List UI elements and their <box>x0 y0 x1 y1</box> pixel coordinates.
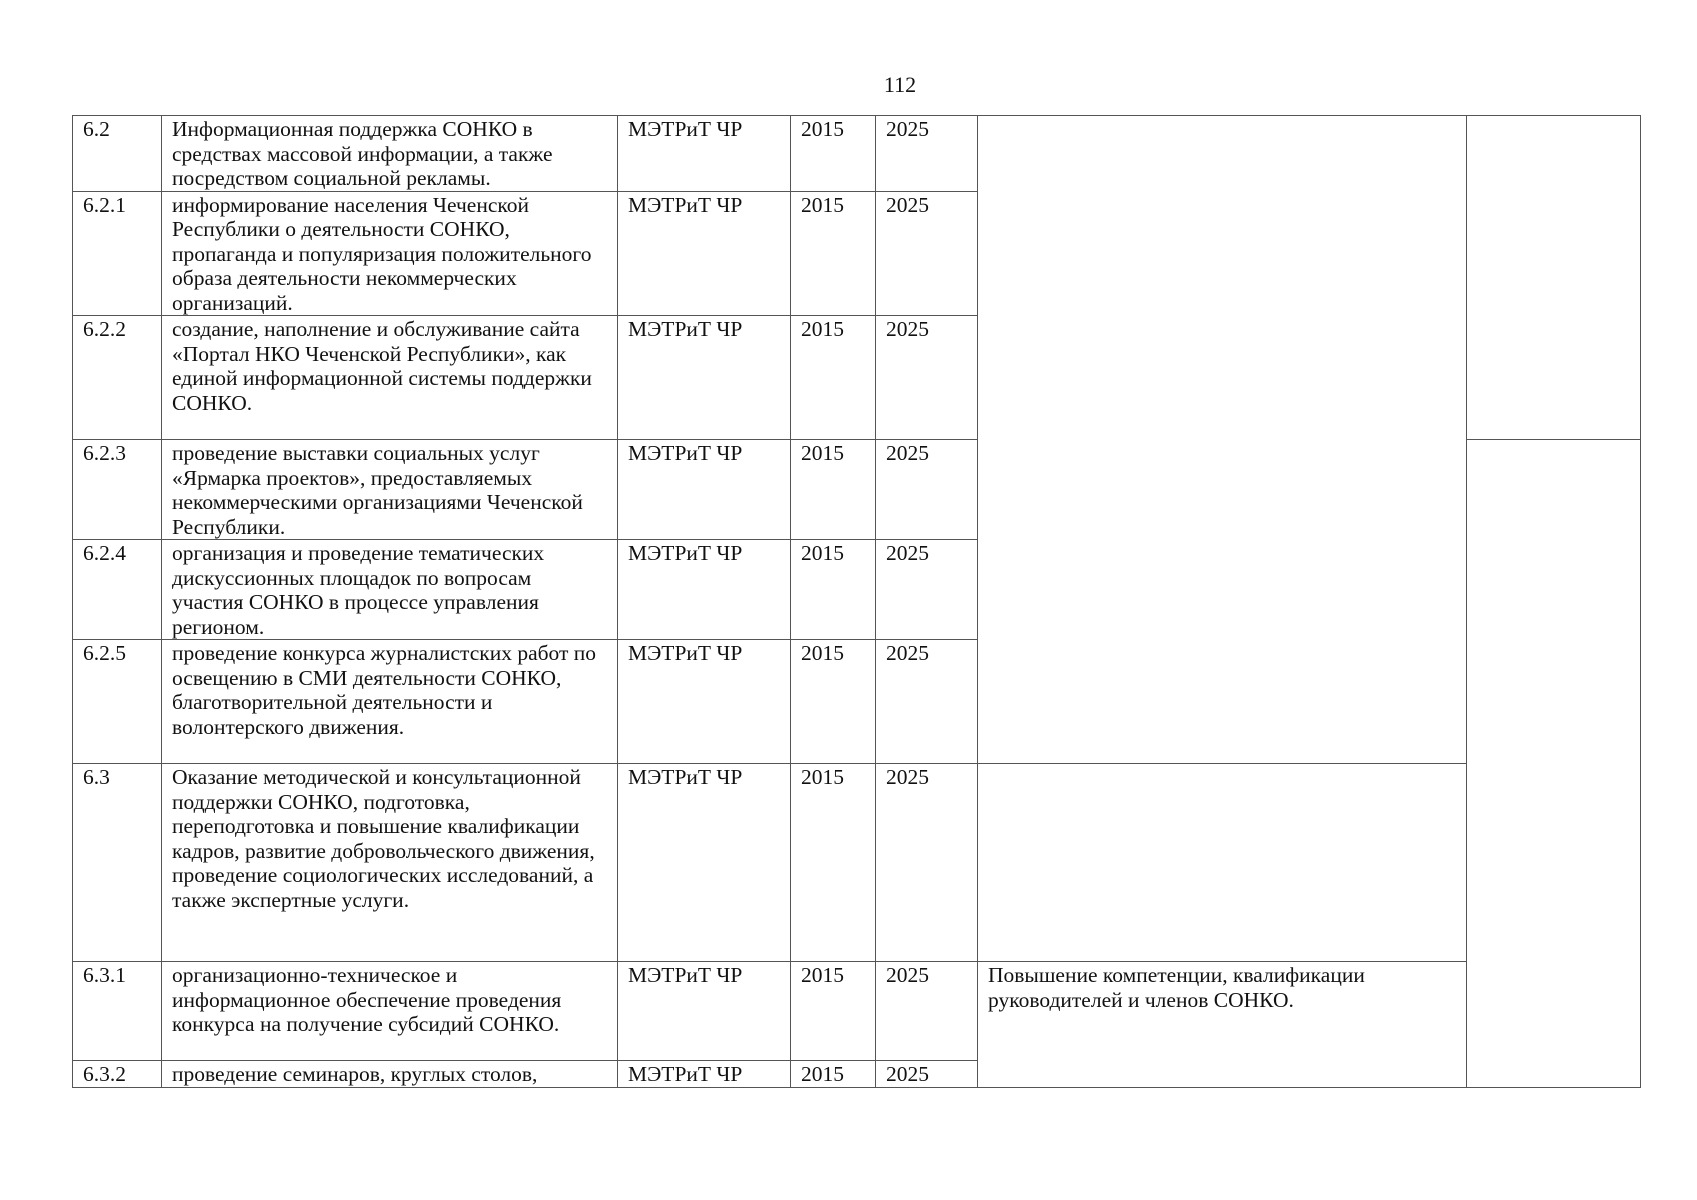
item-end-year: 2025 <box>876 540 978 640</box>
table-row <box>73 116 1641 192</box>
item-end-year: 2025 <box>876 640 978 764</box>
item-executor: МЭТРиТ ЧР <box>618 962 791 1061</box>
item-end-year: 2025 <box>876 962 978 1061</box>
item-start-year: 2015 <box>791 640 876 764</box>
item-end-year: 2025 <box>876 316 978 440</box>
item-number: 6.2.5 <box>73 640 162 764</box>
item-executor: МЭТРиТ ЧР <box>618 540 791 640</box>
item-description: информирование населения Чеченской Республики о деятельности СОНКО, пропаганда и популяризация положительного образа деятельности некоммерческих организаций. <box>162 191 618 316</box>
table-row <box>73 962 1641 1061</box>
item-end-year: 2025 <box>876 1061 978 1088</box>
item-number: 6.2.4 <box>73 540 162 640</box>
item-description: проведение конкурса журналистских работ по освещению в СМИ деятельности СОНКО, благотворительной деятельности и волонтерского движения. <box>162 640 618 764</box>
item-start-year: 2015 <box>791 764 876 962</box>
item-executor: МЭТРиТ ЧР <box>618 116 791 192</box>
program-activities-table <box>72 115 1641 1088</box>
indicator-cell-empty <box>1467 440 1641 1088</box>
item-executor: МЭТРиТ ЧР <box>618 440 791 540</box>
item-executor: МЭТРиТ ЧР <box>618 640 791 764</box>
item-executor: МЭТРиТ ЧР <box>618 191 791 316</box>
item-description: создание, наполнение и обслуживание сайта «Портал НКО Чеченской Республики», как единой информационной системы поддержки СОНКО. <box>162 316 618 440</box>
item-number: 6.2 <box>73 116 162 192</box>
item-end-year: 2025 <box>876 116 978 192</box>
item-description: проведение выставки социальных услуг «Ярмарка проектов», предоставляемых некоммерческими организациями Чеченской Республики. <box>162 440 618 540</box>
indicator-cell-empty <box>1467 116 1641 440</box>
item-number: 6.3.2 <box>73 1061 162 1088</box>
item-start-year: 2015 <box>791 116 876 192</box>
item-number: 6.3.1 <box>73 962 162 1061</box>
item-description: проведение семинаров, круглых столов, <box>162 1061 618 1088</box>
item-description: организационно-техническое и информационное обеспечение проведения конкурса на получение субсидий СОНКО. <box>162 962 618 1061</box>
item-start-year: 2015 <box>791 1061 876 1088</box>
item-executor: МЭТРиТ ЧР <box>618 1061 791 1088</box>
item-number: 6.2.1 <box>73 191 162 316</box>
item-end-year: 2025 <box>876 440 978 540</box>
item-start-year: 2015 <box>791 316 876 440</box>
item-executor: МЭТРиТ ЧР <box>618 316 791 440</box>
item-description: организация и проведение тематических дискуссионных площадок по вопросам участия СОНКО в процессе управления регионом. <box>162 540 618 640</box>
item-end-year: 2025 <box>876 764 978 962</box>
item-start-year: 2015 <box>791 191 876 316</box>
item-executor: МЭТРиТ ЧР <box>618 764 791 962</box>
item-description: Информационная поддержка СОНКО в средствах массовой информации, а также посредством социальной рекламы. <box>162 116 618 192</box>
table-row <box>73 764 1641 962</box>
result-cell-empty <box>978 764 1467 962</box>
item-description: Оказание методической и консультационной поддержки СОНКО, подготовка, переподготовка и повышение квалификации кадров, развитие добровольческого движения, проведение социологических исследований, а также экспертные услуги. <box>162 764 618 962</box>
item-start-year: 2015 <box>791 962 876 1061</box>
item-number: 6.2.3 <box>73 440 162 540</box>
item-start-year: 2015 <box>791 440 876 540</box>
expected-result: Повышение компетенции, квалификации руководителей и членов СОНКО. <box>978 962 1467 1088</box>
result-cell-empty <box>978 116 1467 764</box>
item-number: 6.3 <box>73 764 162 962</box>
item-start-year: 2015 <box>791 540 876 640</box>
page-number: 112 <box>883 72 917 97</box>
item-number: 6.2.2 <box>73 316 162 440</box>
item-end-year: 2025 <box>876 191 978 316</box>
